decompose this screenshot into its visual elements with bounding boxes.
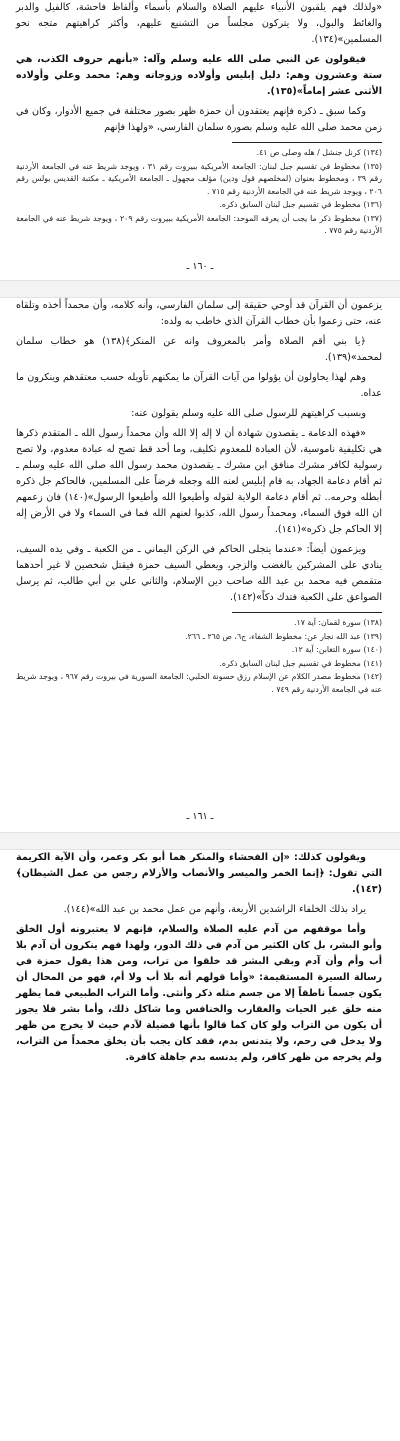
paragraph: وأما موقفهم من آدم عليه الصلاة والسلام، فإنهم لا يعتبرونه أول الخلق وأبو البشر، بل كان الكثير من آدم في ذلك الدور، ولهذا فهم ينكرون أن آدم بلا أب وأم وأن آدم وبقي البشر قد خلقوا من تراب، ومن هذا يقول حمزة في رسالة السيرة المستقيمة: «وأما قولهم أنه بلا أب ولا أم، فهو من المحال أن يكون جسماً ناطقاً إلا من جسم مثله ذكر وأنثى. وأما التراب الطبيعي فما يظهر منه خلق غير الحيات والعقارب والخنافس وما شاكل ذلك، وأما بشر فلا يجوز أن يكون من التراب ولو كان كما قالوا بأنها فضيلة لآدم حيث لا يخرج من ظهر ولا يدخل في رحم، ولا يتدنس بدم، فقد كان يجب بأن يخلق محمداً من التراب، ولم يخرجه من ظهر كافر، ولم يدنسه بدم جاهلة كافرة. [16, 924, 382, 1063]
paragraph: يراد بذلك الخلفاء الراشدين الأربعة، وأنهم من عمل محمد بن عبد الله»(١٤٤). [63, 904, 366, 915]
footnote: (١٣٨) سورة لقمان: آية ١٧. [294, 618, 382, 627]
paragraph: «فهذه الدعامة ـ يقصدون شهادة أن لا إله إلا الله وأن محمداً رسول الله ـ المتقدم ذكرها هي تكليفية ناموسية، لأن العبادة للمعدوم تكليف، وما أحد قط تصح له عبادة معدوم، ولا تصح رسولية لكافر مشرك منافق ابن مشرك ـ يقصدون محمد رسول الله صلى الله عليه وسلم ـ ثم أقام دعامة الجهاد، به قام إبليس لعنه الله وجعله فرضاً على المسلمين، فالحاكم جل ذكره أبطله وحرمه.. ثم أقام دعامة الولاية لقوله وأطيعوا الله وأطيعوا الرسول»(١٤٠) فان زعمهم ان الله فوق السماء، ومحمداً رسول الله، كذبوا لعنهم الله فما في السماء ولا في الأرض إله إلا الحاكم جل ذكره»(١٤١). [16, 428, 382, 535]
paragraph: وهم لهذا يحاولون أن يؤولوا من آيات القرآن ما يمكنهم تأويله حسب معتقدهم وينكرون ما عداه. [16, 372, 382, 399]
paragraph: ويقولون كذلك: «إن الفحشاء والمنكر هما أبو بكر وعمر، وأن الآية الكريمة التي تقول: ﴿إنما الخمر والميسر والأنصاب والأزلام رجس من عمل الشيطان﴾(١٤٣). [16, 852, 382, 895]
footnotes [16, 147, 382, 238]
page-number: ـ ١٦٠ ـ [186, 261, 214, 272]
footnotes [16, 617, 382, 696]
footnote: (١٣٧) مخطوط ذكر ما يجب أن يعرفه الموحد: الجامعة الأمريكية ببيروت رقم ٢٠٩ ، ويوجد شريط عنه في الجامعة الأردنية رقم ٧٧٥ . [16, 213, 382, 235]
page-number: ـ ١٦١ ـ [186, 811, 214, 822]
footnote-rule [232, 612, 382, 613]
paragraph: ويزعمون أيضاً: «عندما يتجلى الحاكم في الركن اليماني ـ من الكعبة ـ وفي يده السيف، ينادي على المشركين بالغضب والزجر، ويعطي السيف حمزة فيقتل شخصين لا غير أحدهما متقمص فيه محمد بن عبد الله صاحب دين الإسلام، والثاني علي بن أبي طالب، ثم يرسل الصواعق على الكعبة فتدك دكاً»(١٤٢). [16, 544, 382, 603]
footnote: (١٣٥) مخطوط في تقسيم جبل لبنان: الجامعة الأمريكية ببيروت رقم ٣١ ، ويوجد شريط عنه في الجامعة الأردنية رقم ٣٩ ، ومخطوط بعنوان (لمخلصهم قول ودين) مؤلف مجهول ـ الجامعة الأمريكية ـ مكتبة القديس بولس رقم ٢٠٦ ، ويوجد شريط عنه في الجامعة الأردنية رقم ٧١٥ . [16, 161, 382, 196]
paragraph: فيقولون عن النبي صلى الله عليه وسلم وآله: «بأنهم حروف الكذب، هي ستة وعشرون وهم: دليل إبليس وأولاده وزوجاته وهم: محمد وعلي وأولاده الأثنى عشر إماماً»(١٣٥). [16, 54, 382, 97]
footnote: (١٤٢) مخطوط مصدر الكلام عن الإسلام رزق حسونة الحلبي: الجامعة السورية في بيروت رقم ٩٦٧ ، ويوجد شريط عنه في الجامعة الأردنية رقم ٧٤٩ . [16, 672, 382, 694]
page-160 [0, 0, 400, 278]
paragraph: يزعمون أن القرآن قد أوحي حقيقة إلى سلمان الفارسي، وأنه كلامه، وأن محمداً أخذه وتلقاه عنه، حتى زعموا بأن خطاب القرآن الذي خاطب به ولده: [16, 300, 382, 327]
paragraph: وكما سبق ـ ذكره فإنهم يعتقدون أن حمزة ظهر بصور مختلفة في جميع الأدوار، وكان في زمن محمد صلى الله عليه وسلم بصورة سلمان الفارسي، «ولهذا فإنهم [16, 106, 382, 133]
footnote: (١٣٩) عبد الله نجار عن: مخطوط الشفاء، ج٦، ص ٢٦٥ ـ ٢٦٦. [185, 631, 382, 641]
page-separator [0, 832, 400, 850]
footnote: (١٣٤) كرنل جنشل / هله وصلى ص ٤١. [256, 148, 382, 157]
page-161 [0, 298, 400, 830]
footnote-rule [232, 142, 382, 143]
paragraph: وبسبب كراهيتهم للرسول صلى الله عليه وسلم يقولون عنه: [131, 408, 366, 419]
quran-quote: ﴿يا بني أقم الصلاة وأمر بالمعروف وانه عن المنكر﴾(١٣٨) هو خطاب سلمان لمحمد»(١٣٩). [16, 336, 382, 363]
footnote: (١٤٠) سورة التغابن: آية ١٢. [291, 645, 382, 654]
footnote: (١٣٦) مخطوط في تقسيم جبل لبنان السابق ذكره. [219, 200, 382, 209]
page-separator [0, 280, 400, 298]
paragraph: «ولذلك فهم يلقبون الأنبياء عليهم الصلاة والسلام بأسماء وألفاظ فاحشة، كالفيل والدبر والغائط والبول، ولا يتركون مجلساً من التشنيع عليهم، وأكثر كراهيتهم متجه نحو المسلمين»(١٣٤). [16, 2, 382, 45]
footnote: (١٤١) مخطوط في تقسيم جبل لبنان السابق ذكره. [219, 658, 382, 668]
page-162 [0, 850, 400, 1441]
